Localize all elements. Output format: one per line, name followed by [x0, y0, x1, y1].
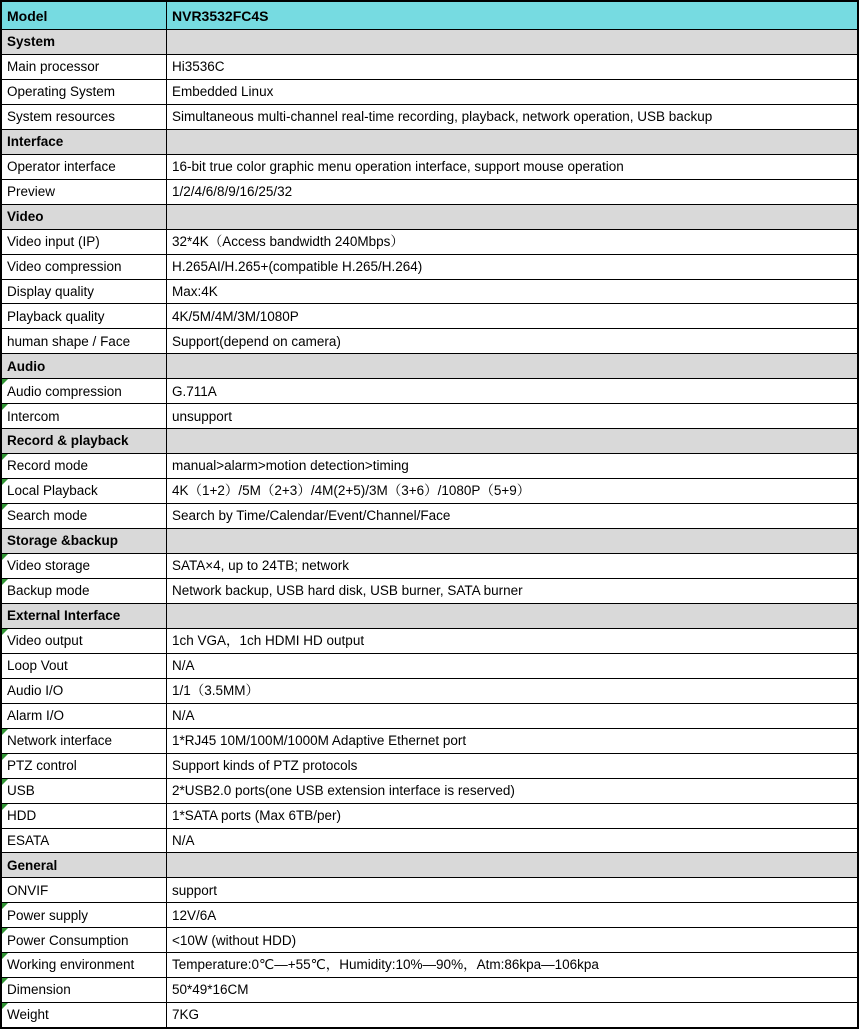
spec-value-cell	[167, 579, 857, 603]
spec-value-cell	[167, 529, 857, 553]
spec-row	[2, 105, 857, 130]
spec-row	[2, 903, 857, 928]
cell-corner-marker-icon	[2, 903, 8, 909]
spec-value-text: 1*SATA ports (Max 6TB/per)	[172, 807, 342, 823]
spec-value-cell	[167, 255, 857, 279]
spec-label-cell	[2, 55, 167, 79]
spec-label-text: Record mode	[7, 458, 89, 474]
spec-row	[2, 454, 857, 479]
spec-value-cell	[167, 80, 857, 104]
spec-row	[2, 80, 857, 105]
section-header-row	[2, 529, 857, 554]
section-title-cell	[2, 853, 167, 877]
spec-label-text: Model	[7, 7, 48, 24]
spec-row	[2, 304, 857, 329]
spec-label-cell	[2, 479, 167, 503]
spec-label-text: Audio compression	[7, 383, 122, 399]
spec-label-text: Working environment	[7, 957, 135, 973]
cell-corner-marker-icon	[2, 754, 8, 760]
section-title-cell	[2, 429, 167, 453]
spec-value-text: Simultaneous multi-channel real-time recording, playback, network operation, USB backup	[172, 109, 713, 125]
spec-label-text: Power Consumption	[7, 932, 129, 948]
spec-label-text: ONVIF	[7, 882, 49, 898]
spec-label-cell	[2, 829, 167, 853]
spec-value-cell	[167, 704, 857, 728]
spec-label-text: Network interface	[7, 732, 113, 748]
spec-value-cell	[167, 504, 857, 528]
section-header-row	[2, 429, 857, 454]
spec-value-cell	[167, 629, 857, 653]
spec-value-cell	[167, 55, 857, 79]
spec-value-text: Max:4K	[172, 283, 218, 299]
spec-row	[2, 55, 857, 80]
cell-corner-marker-icon	[2, 953, 8, 959]
section-title-cell	[2, 604, 167, 628]
spec-value-text: 2*USB2.0 ports(one USB extension interface is reserved)	[172, 782, 515, 798]
spec-value-cell	[167, 829, 857, 853]
spec-label-cell	[2, 579, 167, 603]
spec-row	[2, 978, 857, 1003]
section-header-row	[2, 604, 857, 629]
spec-label-text: Video storage	[7, 558, 91, 574]
spec-value-cell	[167, 280, 857, 304]
spec-value-cell	[167, 454, 857, 478]
spec-value-text: 7KG	[172, 1007, 200, 1023]
spec-label-cell	[2, 629, 167, 653]
spec-value-cell	[167, 953, 857, 977]
spec-label-cell	[2, 704, 167, 728]
spec-row	[2, 679, 857, 704]
spec-label-text: Display quality	[7, 283, 95, 299]
spec-value-text: 12V/6A	[172, 907, 217, 923]
spec-label-text: Audio I/O	[7, 683, 64, 698]
spec-label-cell	[2, 454, 167, 478]
spec-value-cell	[167, 729, 857, 753]
spec-label-cell	[2, 928, 167, 952]
spec-label-text: HDD	[7, 807, 37, 823]
spec-row	[2, 729, 857, 754]
spec-label-text: Power supply	[7, 907, 89, 923]
spec-label-cell	[2, 878, 167, 902]
spec-value-text: H.265AI/H.265+(compatible H.265/H.264)	[172, 258, 423, 274]
cell-corner-marker-icon	[2, 629, 8, 635]
spec-label-text: Search mode	[7, 508, 88, 524]
spec-value-text: SATA×4, up to 24TB; network	[172, 558, 349, 574]
section-header-row	[2, 853, 857, 878]
spec-label-text: Video output	[7, 633, 83, 649]
spec-row	[2, 554, 857, 579]
spec-label-text: Storage &backup	[7, 533, 119, 549]
section-header-row	[2, 205, 857, 230]
spec-value-text: N/A	[172, 658, 195, 674]
spec-label-text: USB	[7, 782, 35, 798]
spec-row	[2, 779, 857, 804]
spec-label-cell	[2, 903, 167, 927]
spec-value-cell	[167, 2, 857, 29]
spec-value-cell	[167, 679, 857, 703]
spec-label-text: General	[7, 857, 58, 873]
spec-value-cell	[167, 130, 857, 154]
spec-label-cell	[2, 779, 167, 803]
spec-value-cell	[167, 304, 857, 328]
spec-label-cell	[2, 329, 167, 353]
spec-label-cell	[2, 1003, 167, 1027]
spec-label-text: Preview	[7, 183, 56, 199]
spec-value-text: support	[172, 882, 218, 898]
spec-label-cell	[2, 679, 167, 703]
cell-corner-marker-icon	[2, 978, 8, 984]
spec-label-text: Loop Vout	[7, 658, 68, 674]
spec-label-cell	[2, 280, 167, 304]
spec-label-text: Video compression	[7, 258, 122, 274]
spec-label-text: Operating System	[7, 84, 116, 100]
spec-value-text: unsupport	[172, 408, 233, 424]
spec-value-text: G.711A	[172, 383, 217, 399]
section-title-cell	[2, 529, 167, 553]
spec-row	[2, 1003, 857, 1027]
spec-row	[2, 479, 857, 504]
spec-value-cell	[167, 804, 857, 828]
spec-row	[2, 404, 857, 429]
spec-row	[2, 928, 857, 953]
spec-label-text: Alarm I/O	[7, 707, 65, 723]
spec-value-text: 1/2/4/6/8/9/16/25/32	[172, 183, 293, 199]
cell-corner-marker-icon	[2, 404, 8, 410]
spec-label-text: Audio	[7, 358, 46, 374]
spec-label-text: System	[7, 34, 56, 50]
spec-value-text: Search by Time/Calendar/Event/Channel/Face	[172, 508, 451, 524]
spec-label-text: Weight	[7, 1007, 49, 1023]
spec-label-cell	[2, 80, 167, 104]
spec-row	[2, 629, 857, 654]
spec-value-cell	[167, 155, 857, 179]
spec-label-cell	[2, 554, 167, 578]
spec-row	[2, 379, 857, 404]
cell-corner-marker-icon	[2, 454, 8, 460]
section-title-cell	[2, 30, 167, 54]
spec-label-text: Dimension	[7, 982, 71, 998]
spec-value-text: manual>alarm>motion detection>timing	[172, 458, 409, 474]
spec-value-cell	[167, 30, 857, 54]
spec-value-cell	[167, 878, 857, 902]
spec-label-cell	[2, 654, 167, 678]
section-title-cell	[2, 205, 167, 229]
spec-value-cell	[167, 654, 857, 678]
cell-corner-marker-icon	[2, 928, 8, 934]
spec-label-cell	[2, 155, 167, 179]
spec-row	[2, 579, 857, 604]
cell-corner-marker-icon	[2, 804, 8, 810]
spec-label-cell	[2, 754, 167, 778]
spec-row	[2, 504, 857, 529]
model-header-row	[2, 2, 857, 30]
section-header-row	[2, 354, 857, 379]
spec-label-cell	[2, 804, 167, 828]
spec-value-text: Hi3536C	[172, 59, 225, 75]
cell-corner-marker-icon	[2, 554, 8, 560]
spec-label-cell	[2, 304, 167, 328]
spec-row	[2, 230, 857, 255]
spec-label-cell	[2, 978, 167, 1002]
spec-label-text: Video	[7, 208, 44, 224]
spec-label-cell	[2, 105, 167, 129]
spec-value-cell	[167, 379, 857, 403]
spec-value-text: Support(depend on camera)	[172, 333, 341, 349]
spec-value-text: 50*49*16CM	[172, 982, 249, 998]
spec-value-text: 32*4K（Access bandwidth 240Mbps）	[172, 233, 404, 249]
spec-value-cell	[167, 205, 857, 229]
cell-corner-marker-icon	[2, 579, 8, 585]
cell-corner-marker-icon	[2, 779, 8, 785]
spec-label-cell	[2, 953, 167, 977]
spec-value-cell	[167, 604, 857, 628]
spec-value-cell	[167, 853, 857, 877]
spec-value-cell	[167, 754, 857, 778]
spec-value-text: N/A	[172, 707, 195, 723]
spec-value-text: Support kinds of PTZ protocols	[172, 757, 358, 773]
cell-corner-marker-icon	[2, 479, 8, 485]
cell-corner-marker-icon	[2, 729, 8, 735]
spec-row	[2, 255, 857, 280]
spec-label-cell	[2, 404, 167, 428]
section-header-row	[2, 130, 857, 155]
spec-value-text: NVR3532FC4S	[172, 7, 269, 24]
cell-corner-marker-icon	[2, 1003, 8, 1009]
spec-value-text: 4K/5M/4M/3M/1080P	[172, 308, 299, 324]
spec-value-text: 1/1（3.5MM）	[172, 683, 260, 698]
spec-value-cell	[167, 230, 857, 254]
spec-label-cell	[2, 379, 167, 403]
section-title-cell	[2, 354, 167, 378]
spec-row	[2, 155, 857, 180]
spec-value-text: <10W (without HDD)	[172, 932, 297, 948]
spec-value-text: 1ch VGA，1ch HDMI HD output	[172, 633, 365, 649]
spec-label-text: Playback quality	[7, 308, 105, 324]
spec-value-cell	[167, 479, 857, 503]
spec-row	[2, 180, 857, 205]
spec-label-text: Operator interface	[7, 158, 116, 174]
spec-row	[2, 829, 857, 854]
section-header-row	[2, 30, 857, 55]
spec-value-text: 4K（1+2）/5M（2+3）/4M(2+5)/3M（3+6）/1080P（5+9）	[172, 483, 531, 499]
spec-value-cell	[167, 903, 857, 927]
spec-label-text: Main processor	[7, 59, 100, 75]
spec-value-cell	[167, 329, 857, 353]
spec-value-cell	[167, 779, 857, 803]
cell-corner-marker-icon	[2, 504, 8, 510]
spec-label-text: Video input (IP)	[7, 233, 100, 249]
spec-label-text: System resources	[7, 109, 116, 125]
spec-value-cell	[167, 1003, 857, 1027]
spec-label-text: Intercom	[7, 408, 60, 424]
spec-label-text: human shape / Face	[7, 333, 131, 349]
spec-value-text: Network backup, USB hard disk, USB burner, SATA burner	[172, 583, 523, 599]
spec-row	[2, 878, 857, 903]
spec-value-cell	[167, 978, 857, 1002]
spec-label-text: Interface	[7, 134, 64, 150]
spec-value-cell	[167, 354, 857, 378]
spec-value-text: Temperature:0℃—+55℃，Humidity:10%—90%，Atm:86kpa—106kpa	[172, 957, 599, 973]
spec-value-cell	[167, 404, 857, 428]
spec-value-cell	[167, 554, 857, 578]
spec-row	[2, 329, 857, 354]
spec-row	[2, 953, 857, 978]
spec-row	[2, 804, 857, 829]
spec-label-cell	[2, 729, 167, 753]
spec-label-text: ESATA	[7, 832, 50, 848]
spec-value-cell	[167, 429, 857, 453]
spec-value-cell	[167, 928, 857, 952]
spec-label-cell	[2, 2, 167, 29]
spec-row	[2, 704, 857, 729]
spec-label-cell	[2, 255, 167, 279]
spec-label-cell	[2, 180, 167, 204]
spec-row	[2, 654, 857, 679]
spec-label-text: Backup mode	[7, 583, 90, 599]
spec-row	[2, 280, 857, 305]
spec-value-cell	[167, 105, 857, 129]
spec-value-cell	[167, 180, 857, 204]
spec-value-text: Embedded Linux	[172, 84, 274, 100]
spec-value-text: 16-bit true color graphic menu operation interface, support mouse operation	[172, 158, 624, 174]
spec-value-text: 1*RJ45 10M/100M/1000M Adaptive Ethernet port	[172, 732, 467, 748]
spec-label-text: Local Playback	[7, 483, 98, 499]
spec-label-cell	[2, 504, 167, 528]
spec-label-text: PTZ control	[7, 757, 77, 773]
spec-value-text: N/A	[172, 832, 195, 848]
spec-label-cell	[2, 230, 167, 254]
spec-label-text: Record & playback	[7, 433, 129, 449]
spec-row	[2, 754, 857, 779]
spec-label-text: External Interface	[7, 608, 121, 624]
cell-corner-marker-icon	[2, 379, 8, 385]
section-title-cell	[2, 130, 167, 154]
